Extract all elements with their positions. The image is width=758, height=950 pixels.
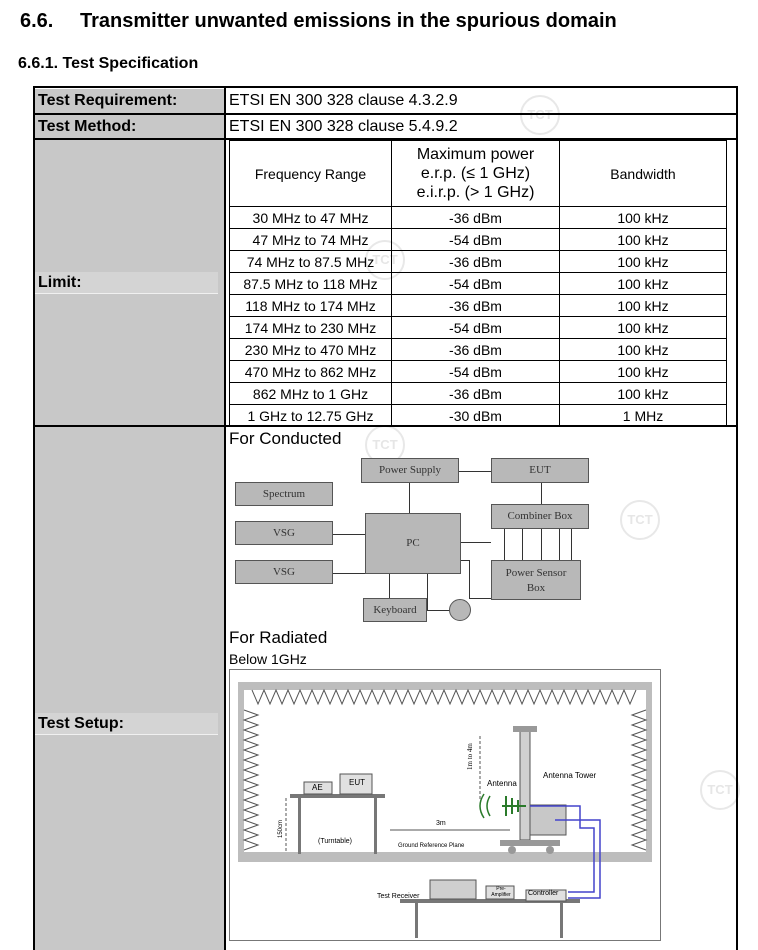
conducted-diagram <box>229 452 609 627</box>
wire <box>459 471 491 472</box>
watermark-logo: TCT <box>365 425 405 465</box>
wire <box>389 574 390 598</box>
pre-amplifier-line1: Pre- <box>496 886 506 892</box>
watermark-logo: TCT <box>700 770 740 810</box>
table-height-label: 150cm <box>278 819 284 838</box>
table-leg <box>560 903 563 938</box>
limit-table-header <box>230 141 727 207</box>
pre-amplifier-line2: Amplifier <box>491 892 511 898</box>
power-cell: -54 dBm <box>392 229 560 251</box>
pre-amplifier-label <box>488 886 514 898</box>
bandwidth-cell: 100 kHz <box>560 295 727 317</box>
ceiling-absorbers <box>252 690 636 704</box>
section-title: Transmitter unwanted emissions in the spurious domain <box>80 10 617 32</box>
spectrum-block: Spectrum <box>235 482 333 506</box>
power-cell: -36 dBm <box>392 207 560 229</box>
table-row <box>230 273 727 295</box>
table-row <box>230 251 727 273</box>
wire <box>427 610 451 611</box>
table-row <box>230 295 727 317</box>
wire <box>333 573 365 574</box>
wire <box>571 528 572 560</box>
cart-wheel <box>508 846 516 854</box>
frequency-cell: 1 GHz to 12.75 GHz <box>230 405 392 427</box>
bandwidth-cell: 100 kHz <box>560 317 727 339</box>
test-method-label: Test Method: <box>35 115 224 139</box>
bandwidth-cell: 100 kHz <box>560 383 727 405</box>
wire <box>461 542 491 543</box>
table-leg <box>415 903 418 938</box>
wire <box>469 598 491 599</box>
bandwidth-cell: 100 kHz <box>560 229 727 251</box>
table-row <box>230 317 727 339</box>
limit-label: Limit: <box>35 272 218 294</box>
frequency-cell: 862 MHz to 1 GHz <box>230 383 392 405</box>
wire <box>461 560 469 561</box>
frequency-cell: 87.5 MHz to 118 MHz <box>230 273 392 295</box>
controller-label: Controller <box>528 890 559 897</box>
antenna-icon <box>480 794 526 818</box>
bandwidth-cell: 100 kHz <box>560 251 727 273</box>
chamber-right-wall <box>646 682 652 862</box>
frequency-cell: 118 MHz to 174 MHz <box>230 295 392 317</box>
vsg-block: VSG <box>235 560 333 584</box>
header-frequency-range: Frequency Range <box>230 141 392 207</box>
right-wall-absorbers <box>632 710 646 850</box>
frequency-cell: 470 MHz to 862 MHz <box>230 361 392 383</box>
conducted-title: For Conducted <box>229 429 342 448</box>
test-receiver-label: Test Receiver <box>377 893 420 900</box>
power-cell: -36 dBm <box>392 339 560 361</box>
table-row <box>230 383 727 405</box>
bandwidth-cell: 100 kHz <box>560 207 727 229</box>
header-bandwidth: Bandwidth <box>560 141 727 207</box>
eut-label: EUT <box>349 778 365 787</box>
chamber-left-wall <box>238 682 244 862</box>
bandwidth-cell: 100 kHz <box>560 339 727 361</box>
power-cell: -54 dBm <box>392 361 560 383</box>
radiated-diagram <box>229 669 661 941</box>
wire <box>522 528 523 560</box>
bandwidth-cell: 1 MHz <box>560 405 727 427</box>
antenna-tower-label: Antenna Tower <box>543 771 597 780</box>
cart-wheel <box>546 846 554 854</box>
table-row <box>230 405 727 427</box>
distance-label: 3m <box>436 820 446 827</box>
frequency-cell: 30 MHz to 47 MHz <box>230 207 392 229</box>
antenna-mast <box>520 730 530 840</box>
turntable-top <box>290 794 385 798</box>
power-sensor-box-block <box>491 560 581 600</box>
wire <box>559 528 560 560</box>
wire <box>504 528 505 560</box>
limit-table <box>229 140 727 427</box>
bandwidth-cell: 100 kHz <box>560 273 727 295</box>
wire <box>469 560 470 598</box>
wire <box>409 483 410 513</box>
turntable-label: (Turntable) <box>318 838 352 845</box>
test-method-value: ETSI EN 300 328 clause 5.4.9.2 <box>229 118 458 135</box>
table-row <box>230 339 727 361</box>
keyboard-block: Keyboard <box>363 598 427 622</box>
section-number: 6.6. <box>20 10 54 32</box>
subsection-heading: 6.6.1. Test Specification <box>18 55 199 72</box>
power-cell: -30 dBm <box>392 405 560 427</box>
bandwidth-cell: 100 kHz <box>560 361 727 383</box>
test-setup-label: Test Setup: <box>35 713 218 735</box>
chamber-ceiling <box>238 682 652 690</box>
test-requirement-value: ETSI EN 300 328 clause 4.3.2.9 <box>229 92 458 109</box>
header-maximum-power-line1: Maximum power <box>416 146 535 163</box>
frequency-cell: 174 MHz to 230 MHz <box>230 317 392 339</box>
ground-plane-label: Ground Reference Plane <box>398 843 465 849</box>
section-heading <box>20 10 617 33</box>
power-cell: -54 dBm <box>392 317 560 339</box>
header-maximum-power-line2: e.r.p. (≤ 1 GHz) <box>420 165 531 182</box>
vsg-block: VSG <box>235 521 333 545</box>
header-maximum-power <box>392 141 560 207</box>
power-sensor-label: Power Sensor <box>505 567 567 579</box>
frequency-cell: 47 MHz to 74 MHz <box>230 229 392 251</box>
pc-block: PC <box>365 513 461 574</box>
height-range-label: 1m to 4m <box>466 743 474 770</box>
wire <box>541 528 542 560</box>
table-row <box>230 361 727 383</box>
combiner-box-block: Combiner Box <box>491 504 589 529</box>
radiated-title: For Radiated <box>229 628 328 647</box>
column-divider <box>224 88 226 950</box>
left-wall-absorbers <box>244 710 258 850</box>
table-leg <box>298 798 301 854</box>
radiated-subtitle: Below 1GHz <box>229 651 307 667</box>
table-row <box>230 229 727 251</box>
table-row <box>230 207 727 229</box>
frequency-cell: 230 MHz to 470 MHz <box>230 339 392 361</box>
wire <box>427 574 428 610</box>
power-cell: -54 dBm <box>392 273 560 295</box>
eut-block: EUT <box>491 458 589 483</box>
frequency-cell: 74 MHz to 87.5 MHz <box>230 251 392 273</box>
power-cell: -36 dBm <box>392 251 560 273</box>
ae-label: AE <box>312 783 323 792</box>
mast-cart <box>500 840 560 846</box>
table-leg <box>374 798 377 854</box>
wire <box>333 534 365 535</box>
watermark-logo: TCT <box>365 240 405 280</box>
mast-top <box>513 726 537 732</box>
mouse-icon <box>449 599 471 621</box>
watermark-logo: TCT <box>620 500 660 540</box>
power-cell: -36 dBm <box>392 383 560 405</box>
test-receiver-box <box>430 880 476 899</box>
label-column <box>35 140 224 950</box>
wire <box>541 483 542 504</box>
anechoic-chamber-drawing <box>230 670 660 940</box>
antenna-label: Antenna <box>487 779 517 788</box>
power-cell: -36 dBm <box>392 295 560 317</box>
power-sensor-box-label: Box <box>526 582 546 594</box>
header-maximum-power-line3: e.i.r.p. (> 1 GHz) <box>416 184 535 201</box>
power-supply-block: Power Supply <box>361 458 459 483</box>
test-requirement-label: Test Requirement: <box>35 89 224 113</box>
